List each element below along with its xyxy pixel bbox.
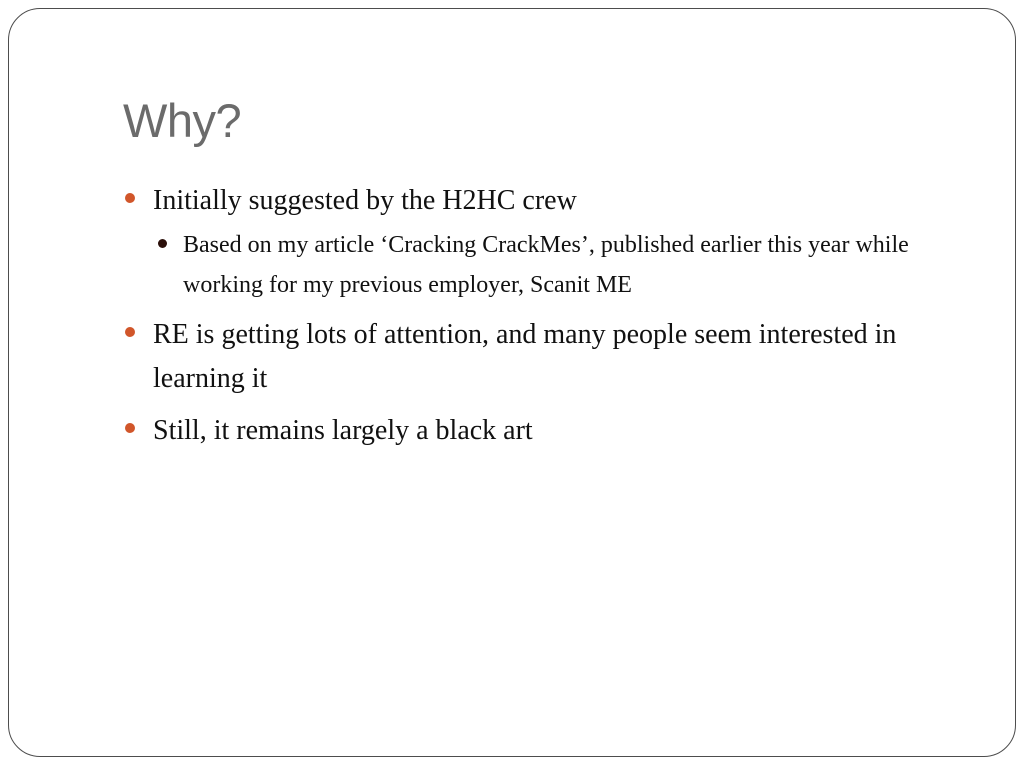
sub-bullet-dot-icon: [158, 239, 167, 248]
bullet-text: RE is getting lots of attention, and many people seem interested in learning it: [153, 319, 897, 394]
slide-title: Why?: [123, 94, 242, 147]
bullet-item: [123, 409, 983, 453]
bullet-dot-icon: [125, 193, 135, 203]
bullet-dot-icon: [125, 423, 135, 433]
bullet-text: Still, it remains largely a black art: [153, 415, 533, 446]
slide-frame: [8, 8, 1016, 757]
bullet-item: [123, 313, 983, 401]
sub-bullet-text: Based on my article ‘Cracking CrackMes’, published earlier this year while working for my previous employer, Scanit ME: [183, 232, 909, 298]
slide-content: [123, 179, 983, 453]
sub-bullet-item: [153, 225, 983, 305]
bullet-text: Initially suggested by the H2HC crew: [153, 185, 577, 216]
bullet-dot-icon: [125, 327, 135, 337]
bullet-item: [123, 179, 983, 223]
